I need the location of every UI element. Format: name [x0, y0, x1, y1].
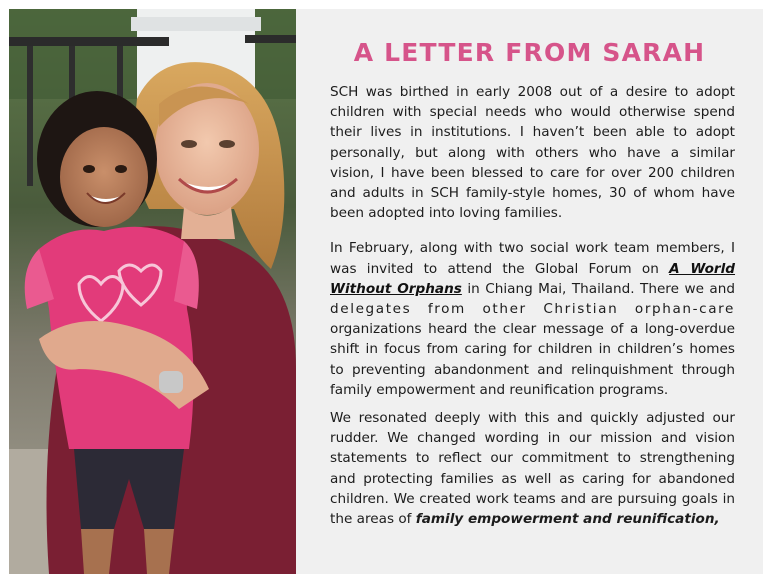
paragraph-2-location: in Chiang Mai, Thailand. There we and — [461, 280, 735, 297]
paragraph-3 — [330, 408, 735, 529]
world-without-orphans-link[interactable]: A World Without Orphans — [330, 260, 736, 297]
paragraph-3-emphasis: family empowerment and reunification, — [415, 511, 720, 528]
letter-body — [330, 82, 735, 529]
paragraph-1: SCH was birthed in early 2008 out of a desire to adopt children with special needs who would otherwise spend their lives in institutions. I haven’t been able to adopt personally, but along with others who have a similar vision, I have been blessed to care for over 200 children and adults in SCH family-style homes, 30 of whom have been adopted into loving families. — [330, 84, 735, 222]
letter-panel — [296, 9, 763, 574]
paragraph-2-delegates: delegates from other Christian orphan-care — [330, 301, 735, 318]
paragraph-2 — [330, 238, 735, 400]
letter-title: A LETTER FROM SARAH — [353, 38, 706, 67]
paragraph-2-intro: In February, along with two social work team members, I was invited to attend the Global Forum on — [330, 240, 735, 277]
paragraph-2-rest: organizations heard the clear message of a long-overdue shift in focus from caring for children in children’s homes to preventing abandonment and relinquishment through family empowerment and reunification programs. — [330, 321, 735, 398]
paragraph-3-text: We resonated deeply with this and quickly adjusted our rudder. We changed wording in our mission and vision statements to reflect our commitment to strengthening and protecting families as well as caring for abandoned children. We created work teams and are pursuing goals in the areas of — [330, 410, 735, 528]
letter-photo — [9, 9, 296, 574]
